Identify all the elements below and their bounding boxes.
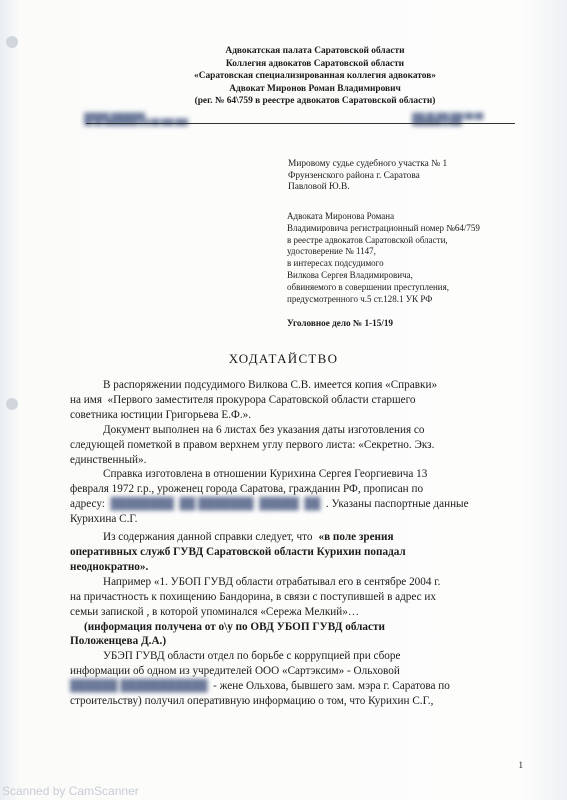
addressee-block <box>288 159 447 194</box>
body-line: неоднократно». <box>70 560 149 573</box>
body-line: Справка изготовлена в отношении Курихина Сергея Георгиевича 13 <box>103 468 428 481</box>
body-line: Документ выполнен на 6 листах без указания даты изготовления со <box>103 423 425 436</box>
body-line: единственный». <box>70 453 147 466</box>
punch-hole <box>6 36 18 48</box>
letterhead <box>120 45 510 108</box>
body-line: В распоряжении подсудимого Вилкова С.В. имеется копия «Справки» <box>103 379 438 391</box>
body-line: (информация получена от о\у по ОВД УБОП ГУВД области <box>84 620 385 633</box>
letterhead-line: (рег. № 64\759 в реестре адвокатов Саратовской области) <box>194 96 436 107</box>
body-line: советника юстиции Григорьева Е.Ф.». <box>70 408 252 421</box>
sender-line: Владимировича регистрационный номер №64/759 <box>287 222 480 233</box>
body-line: Положенцева Д.А.) <box>70 635 167 648</box>
body-line: УБЭП ГУВД области отдел по борьбе с коррупцией при сборе <box>103 650 401 663</box>
addressee-line: Фрунзенского района г. Саратова <box>288 170 420 181</box>
body-line: Курихина С.Г. <box>70 513 138 526</box>
redacted-address: ██████ ████████ ██ ██ ████████ █ █ ██ ███ ███ <box>84 114 189 126</box>
body-line: на причастность к похищению Бандорина, в связи с поступившей в адрес их <box>70 590 436 603</box>
sender-line: предусмотренного ч.5 ст.128.1 УК РФ <box>287 293 433 304</box>
sender-line: Адвоката Миронова Романа <box>287 211 395 221</box>
body-line: ██████ ███████████ - жене Ольхова, бывшего зам. мэра г. Саратова по <box>70 680 450 693</box>
body-line: оперативных служб ГУВД Саратовской области Курихин попадал <box>70 545 406 558</box>
letterhead-line: Адвокатская палата Саратовской области <box>225 46 405 56</box>
sender-line: в интересах подсудимого <box>287 258 384 269</box>
redacted-contacts: ███ ██ ███ ███ ██ ██ ███████ █ ███ <box>412 114 484 126</box>
body-line: адресу: ████████ ██ ███████ █████ ██ . Указаны паспортные данные <box>70 498 469 511</box>
body-line: февраля 1972 г.р., уроженец города Саратова, гражданин РФ, прописан по <box>70 483 424 496</box>
addressee-line: Мировому судье судебного участка № 1 <box>288 159 448 169</box>
body-line: следующей пометкой в правом верхнем углу первого листа: «Секретно. Экз. <box>70 438 435 451</box>
document-title: ХОДАТАЙСТВО <box>228 351 339 366</box>
sender-line: в реестре адвокатов Саратовской области, <box>287 234 448 245</box>
body-line: на имя «Первого заместителя прокурора Саратовской области старшего <box>70 393 416 406</box>
redacted-address-text: ████████ ██ ███████ █████ ██ <box>104 498 326 511</box>
scanner-watermark: Scanned by CamScanner <box>2 784 139 798</box>
sender-line: удостоверение № 1147, <box>287 246 376 257</box>
body-line: Например «1. УБОП ГУВД области отрабатывал его в сентябре 2004 г. <box>103 575 441 588</box>
sender-line: обвиняемого в совершении преступления, <box>287 281 449 292</box>
punch-hole <box>6 398 18 410</box>
body-line: информации об одном из учредителей ООО «Сартэксим» - Ольховой <box>70 665 400 678</box>
document-body <box>70 378 518 709</box>
case-number: Уголовное дело № 1-15/19 <box>287 318 394 328</box>
letterhead-line: «Саратовская специализированная коллегия адвокатов» <box>194 71 436 82</box>
header-divider <box>86 123 515 124</box>
sender-line: Вилкова Сергея Владимировича, <box>287 269 413 280</box>
body-line: Из содержания данной справки следует, что «в поле зрения <box>103 531 394 544</box>
body-line: семьи запиской , в которой упоминался «Сережа Мелкий»… <box>70 605 360 618</box>
redacted-name-text: ██████ ███████████ <box>70 680 211 693</box>
addressee-line: Павловой Ю.В. <box>288 182 350 193</box>
page-number: 1 <box>518 760 523 770</box>
letterhead-line: Адвокат Миронов Роман Владимирович <box>229 83 401 94</box>
sender-block <box>287 211 480 305</box>
body-line: строительству) получил оперативную информацию о том, что Курихин С.Г., <box>70 695 434 708</box>
letterhead-line: Коллегия адвокатов Саратовской области <box>225 58 405 69</box>
